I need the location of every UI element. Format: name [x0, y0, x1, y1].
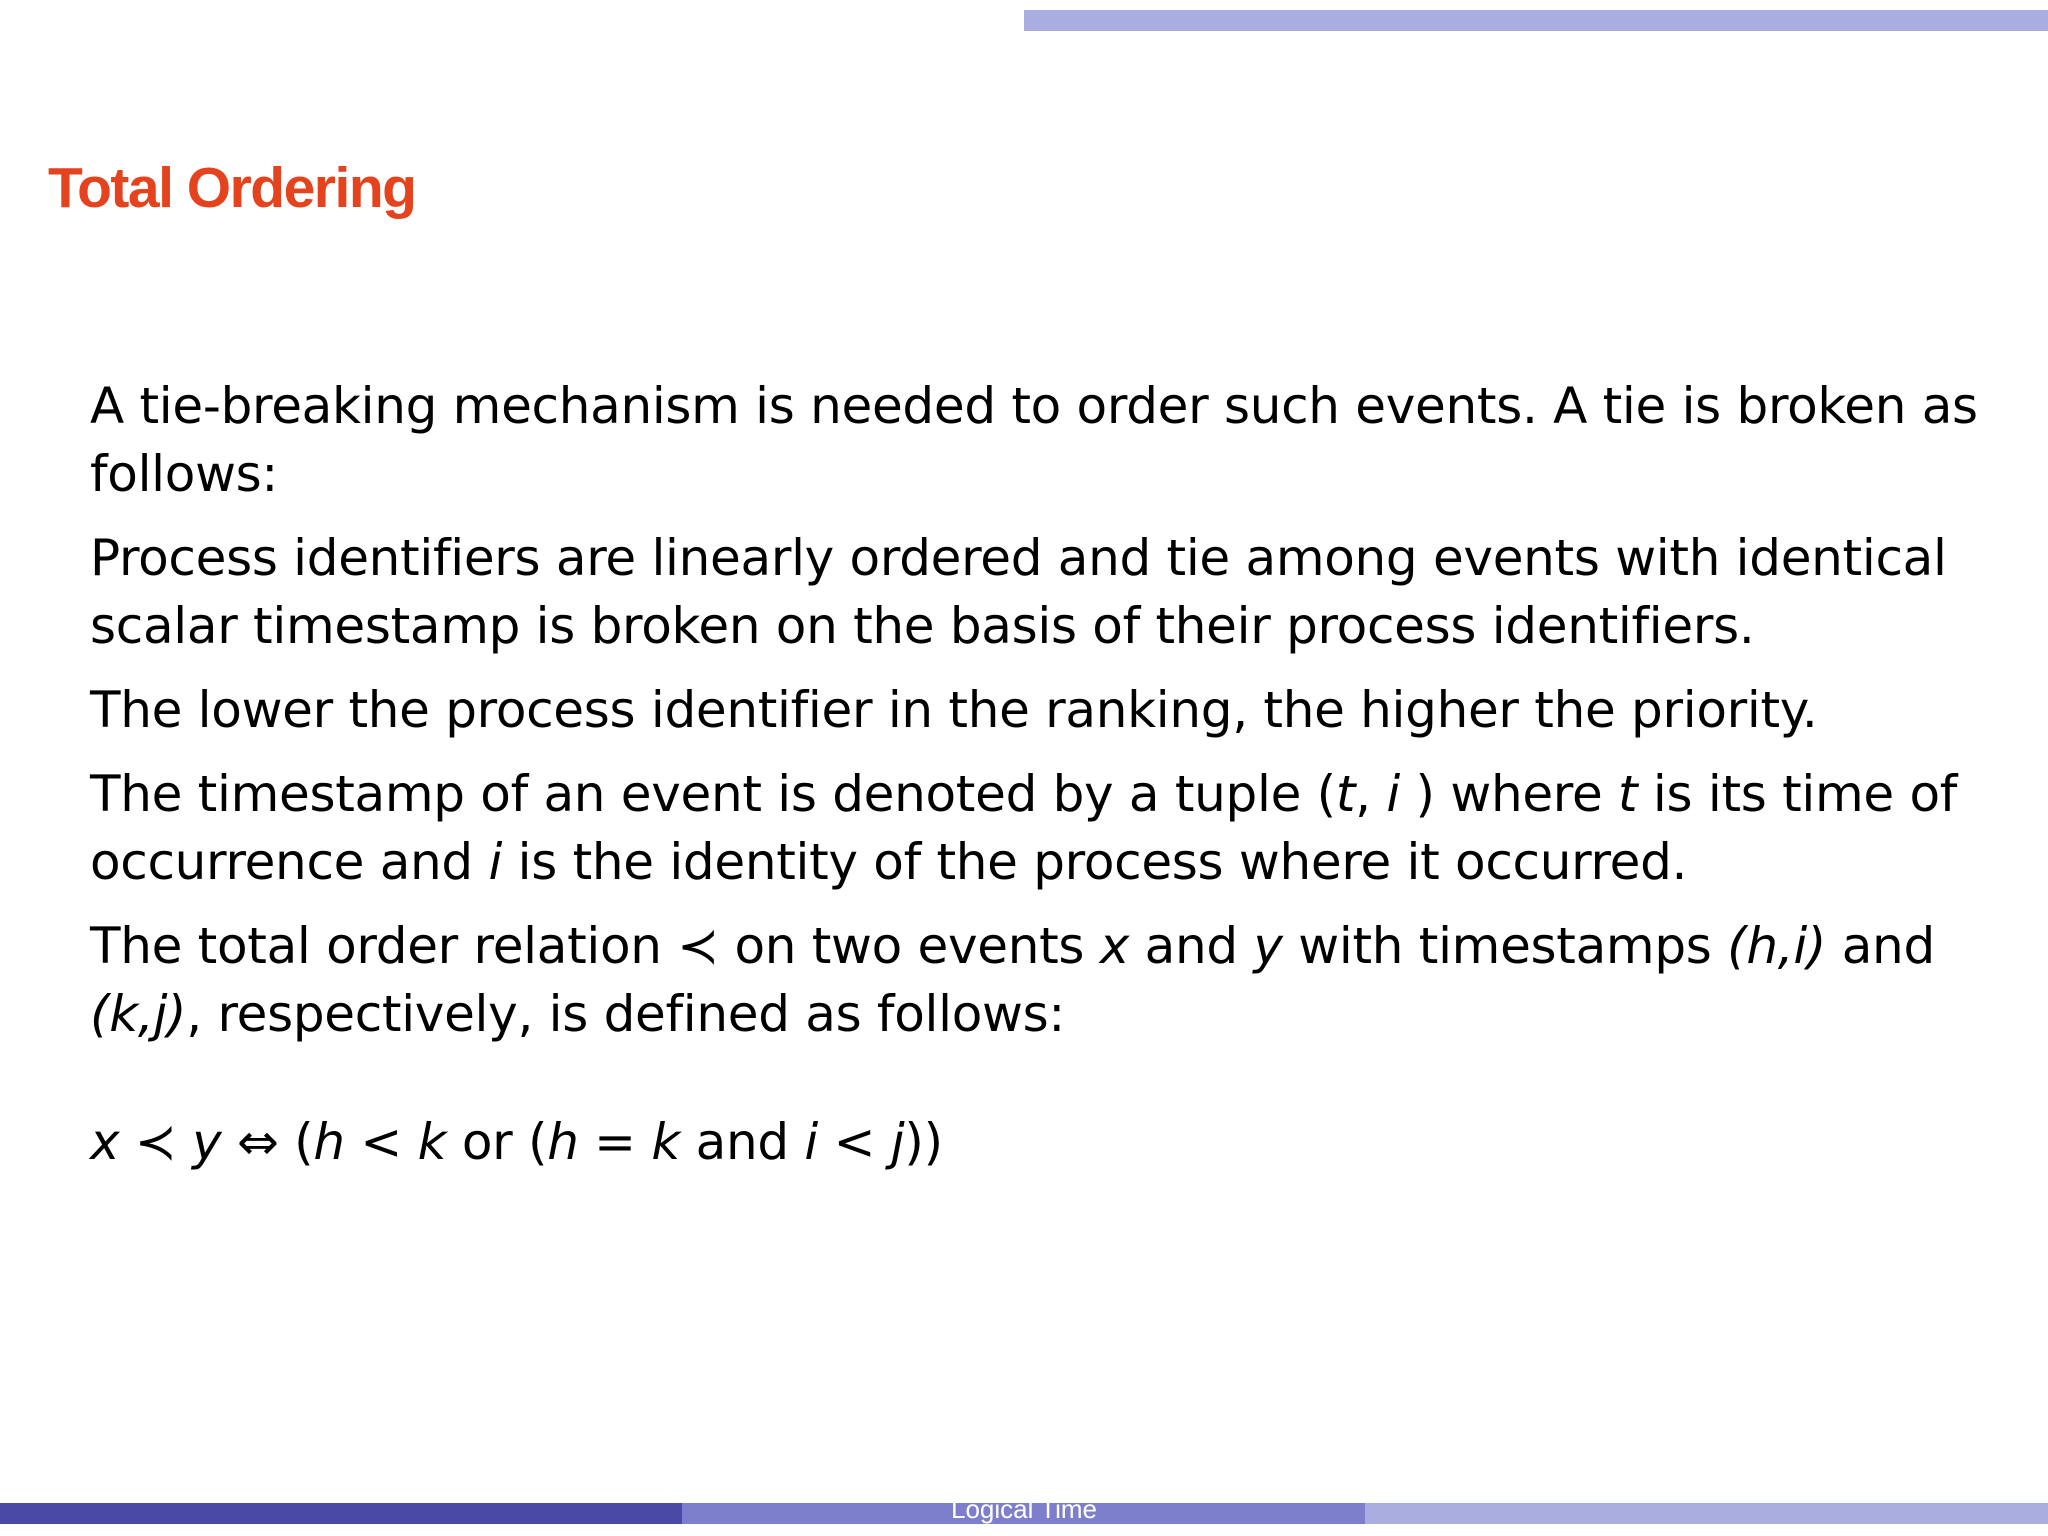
italic-symbol: k: [417, 1113, 447, 1171]
italic-symbol: k: [651, 1113, 681, 1171]
text-run: and: [1826, 917, 1935, 975]
paragraph-equation: [90, 1108, 1990, 1176]
text-run: ⇔ (: [221, 1113, 314, 1171]
slide-body: [90, 372, 1990, 1192]
italic-symbol: i: [1386, 765, 1400, 823]
text-run: is its time of occurrence and: [90, 765, 1958, 891]
text-run: )): [904, 1113, 943, 1171]
text-run: is the identity of the process where it occurred.: [502, 833, 1688, 891]
text-run: <: [817, 1113, 891, 1171]
italic-symbol: i: [804, 1113, 818, 1171]
text-run: <: [344, 1113, 418, 1171]
text-run: with timestamps: [1282, 917, 1728, 975]
text-run: The lower the process identifier in the ranking, the higher the priority.: [90, 681, 1818, 739]
paragraph-relation-definition: [90, 912, 1990, 1048]
italic-symbol: (h,i): [1727, 917, 1827, 975]
text-run: , respectively, is defined as follows:: [186, 985, 1065, 1043]
paragraph-timestamp-tuple: [90, 760, 1990, 896]
text-run: and: [680, 1113, 805, 1171]
italic-symbol: h: [547, 1113, 579, 1171]
text-run: ≺: [119, 1113, 193, 1171]
slide-title: Total Ordering: [48, 156, 416, 221]
text-run: or (: [446, 1113, 548, 1171]
text-run: ) where: [1399, 765, 1619, 823]
italic-symbol: h: [313, 1113, 345, 1171]
text-run: A tie-breaking mechanism is needed to order such events. A tie is broken as follows:: [90, 377, 1978, 503]
italic-symbol: (k,j): [90, 985, 187, 1043]
italic-symbol: t: [1335, 765, 1356, 823]
header-accent-bar: [1024, 10, 2048, 31]
text-run: The total order relation ≺ on two events: [90, 917, 1100, 975]
italic-symbol: i: [488, 833, 503, 891]
footer-label: Logical Time: [951, 1494, 1097, 1524]
italic-symbol: t: [1618, 765, 1638, 823]
paragraph-priority: [90, 676, 1990, 744]
text-run: and: [1129, 917, 1254, 975]
text-run: ,: [1355, 765, 1387, 823]
italic-symbol: j: [890, 1113, 905, 1171]
text-run: Process identifiers are linearly ordered and tie among events with identical scalar timestamp is broken on the basis of their process identifiers.: [90, 529, 1947, 655]
paragraph-intro: [90, 372, 1990, 508]
text-run: =: [578, 1113, 652, 1171]
text-run: The timestamp of an event is denoted by a tuple (: [90, 765, 1336, 823]
italic-symbol: x: [1099, 917, 1130, 975]
italic-symbol: y: [1253, 917, 1283, 975]
italic-symbol: y: [192, 1113, 222, 1171]
italic-symbol: x: [90, 1113, 120, 1171]
paragraph-process-identifiers: [90, 524, 1990, 660]
